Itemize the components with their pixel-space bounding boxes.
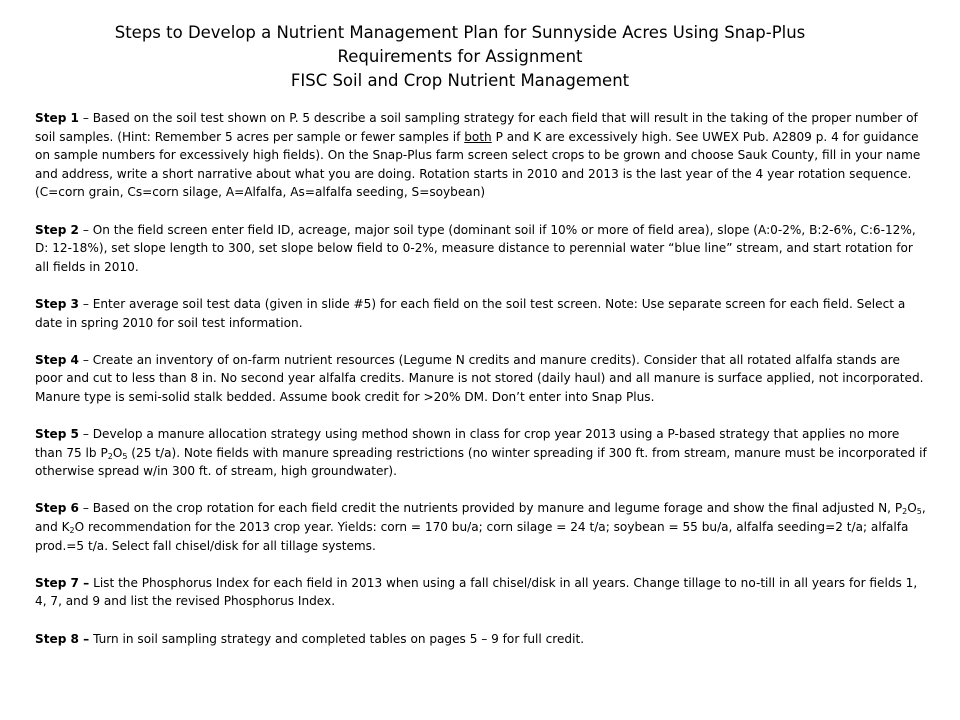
step-label: Step 7 – [35, 575, 90, 590]
steps-list [35, 109, 927, 667]
step-label: Step 2 [35, 222, 79, 237]
step-7: Step 7 – List the Phosphorus Index for each field in 2013 when using a fall chisel/disk in all years. Change tillage to no-till in all years for fields 1, 4, 7, and 9 and list the revised Phosphorus Index. [35, 575, 918, 609]
course-name: FISC Soil and Crop Nutrient Management [290, 71, 630, 90]
step-label: Step 1 [35, 111, 79, 125]
step-label: Step 6 [35, 501, 79, 516]
document-subtitle: Requirements for Assignment [337, 47, 583, 66]
step-label: Step 8 – [35, 631, 90, 646]
step-5: Step 5 – Develop a manure allocation strategy using method shown in class for crop year 2013 using a P-based strategy that applies no more than 75 lb $P_2O_5$ (25 t/a). Note fields with manure spreading restrictions (no winter spreading if 300 ft. from stream, manure must be incorporated if otherwise spread w/in 300 ft. of stream, high groundwater). [35, 427, 927, 479]
document-title: Steps to Develop a Nutrient Management Plan for Sunnyside Acres Using Snap-Plus [114, 23, 806, 42]
step-4: Step 4 – Create an inventory of on-farm nutrient resources (Legume N credits and manure credits). Consider that all rotated alfalfa stands are poor and cut to less than 8 in. No second year alfalfa credits. Manure is not stored (daily haul) and all manure is surface applied, not incorporated. Manure type is semi-solid stalk bedded. Assume book credit for >20% DM. Don’t enter into Snap Plus. [35, 352, 924, 404]
step-8: Step 8 – Turn in soil sampling strategy and completed tables on pages 5 – 9 for full credit. [35, 631, 585, 646]
step-2: Step 2 – On the field screen enter field ID, acreage, major soil type (dominant soil if 10% or more of field area), slope (A:0-2%, B:2-6%, C:6-12%, D: 12-18%), set slope length to 300, set slope below field to 0-2%, measure distance to perennial water “blue line” stream, and start rotation for all fields in 2010. [35, 222, 916, 274]
title-block [0, 21, 920, 93]
step-label: Step 4 [35, 352, 79, 367]
underlined-text: both [464, 129, 492, 144]
step-6: Step 6 – Based on the crop rotation for each field credit the nutrients provided by manure and legume forage and show the final adjusted N, $P_2O_5$, and $K_2O$ recommendation for the 2013 crop year. Yields: corn = 170 bu/a; corn silage = 24 t/a; soybean = 55 bu/a, alfalfa seeding=2 t/a; alfalfa prod.=5 t/a. Select fall chisel/disk for all tillage systems. [35, 501, 926, 553]
step-label: Step 3 [35, 296, 79, 311]
step-1: Step 1 – Based on the soil test shown on P. 5 describe a soil sampling strategy for each field that will result in the taking of the proper number of soil samples. (Hint: Remember 5 acres per sample or fewer samples if both P and K are excessively high. See UWEX Pub. A2809 p. 4 for guidance on sample numbers for excessively high fields). On the Snap-Plus farm screen select crops to be grown and choose Sauk County, fill in your name and address, write a short narrative about what you are doing. Rotation starts in 2010 and 2013 is the last year of the 4 year rotation sequence. (C=corn grain, Cs=corn silage, A=Alfalfa, As=alfalfa seeding, S=soybean) [35, 111, 921, 200]
step-label: Step 5 [35, 427, 79, 442]
step-3: Step 3 – Enter average soil test data (given in slide #5) for each field on the soil test screen. Note: Use separate screen for each field. Select a date in spring 2010 for soil test information. [35, 296, 906, 330]
